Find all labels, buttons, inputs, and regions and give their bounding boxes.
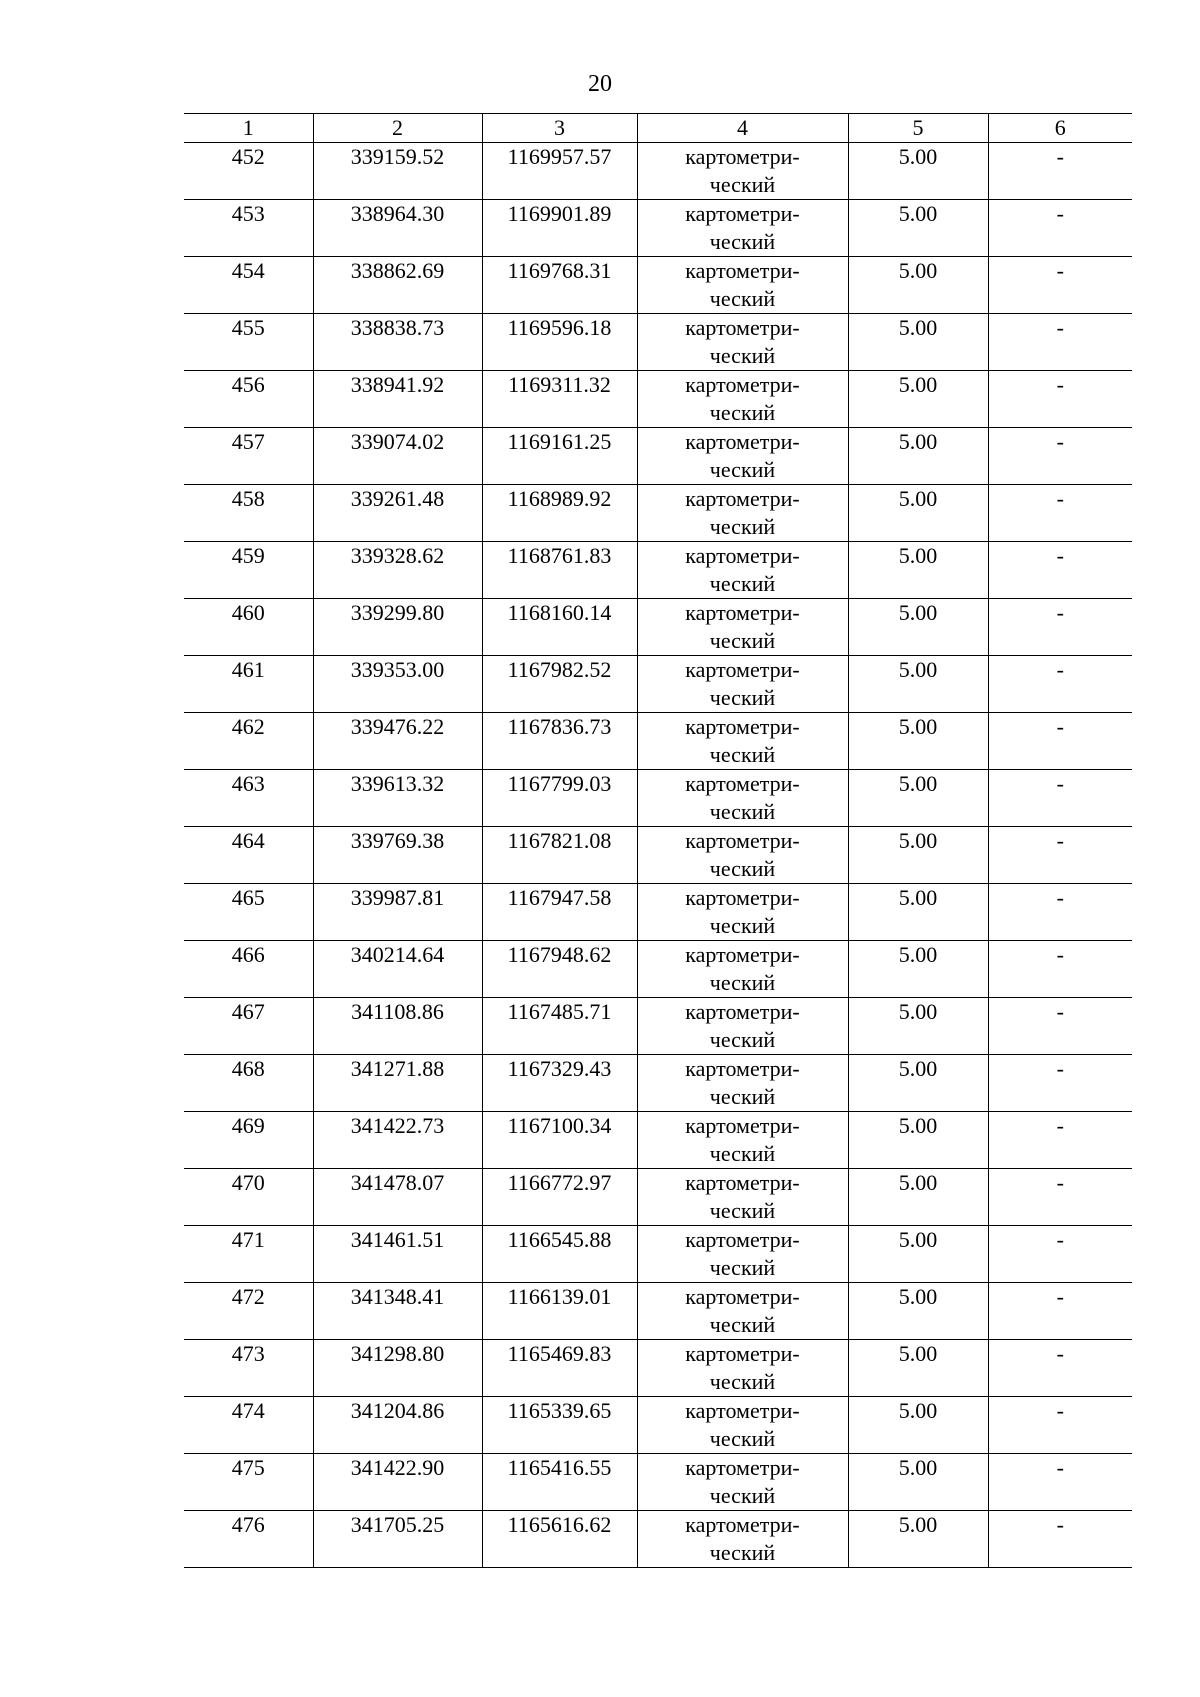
table-row	[184, 1511, 1132, 1568]
method-cell	[637, 485, 848, 542]
method-cell	[637, 1397, 848, 1454]
point-number-cell: 464	[184, 827, 313, 884]
method-text-line: ческий	[709, 1369, 776, 1394]
accuracy-cell: 5.00	[848, 1397, 988, 1454]
method-text-line: ческий	[709, 1027, 776, 1052]
note-cell: -	[988, 1169, 1132, 1226]
method-cell	[637, 257, 848, 314]
method-text-line: картометри-	[685, 1170, 800, 1195]
table-row	[184, 770, 1132, 827]
point-number-cell: 463	[184, 770, 313, 827]
point-number-cell: 455	[184, 314, 313, 371]
y-coordinate-cell: 1167821.08	[482, 827, 637, 884]
point-number-cell: 469	[184, 1112, 313, 1169]
method-text-line: ческий	[709, 1141, 776, 1166]
accuracy-cell: 5.00	[848, 1340, 988, 1397]
method-text-line: ческий	[709, 343, 776, 368]
method-text-line: картометри-	[685, 1512, 800, 1537]
x-coordinate-cell: 339074.02	[313, 428, 482, 485]
note-cell: -	[988, 542, 1132, 599]
x-coordinate-cell: 339476.22	[313, 713, 482, 770]
method-cell	[637, 1511, 848, 1568]
method-text-line: картометри-	[685, 600, 800, 625]
x-coordinate-cell: 339328.62	[313, 542, 482, 599]
method-text-line: ческий	[709, 1255, 776, 1280]
column-header-1: 1	[184, 114, 313, 143]
accuracy-cell: 5.00	[848, 1283, 988, 1340]
x-coordinate-cell: 340214.64	[313, 941, 482, 998]
accuracy-cell: 5.00	[848, 770, 988, 827]
y-coordinate-cell: 1169768.31	[482, 257, 637, 314]
method-text-line: ческий	[709, 514, 776, 539]
method-text-line: ческий	[709, 913, 776, 938]
y-coordinate-cell: 1167947.58	[482, 884, 637, 941]
note-cell: -	[988, 998, 1132, 1055]
accuracy-cell: 5.00	[848, 485, 988, 542]
method-cell	[637, 143, 848, 200]
method-text-line: ческий	[709, 628, 776, 653]
note-cell: -	[988, 1112, 1132, 1169]
x-coordinate-cell: 341348.41	[313, 1283, 482, 1340]
method-cell	[637, 314, 848, 371]
method-text-line: картометри-	[685, 258, 800, 283]
table-row	[184, 941, 1132, 998]
method-text-line: картометри-	[685, 201, 800, 226]
note-cell: -	[988, 1397, 1132, 1454]
table-row	[184, 143, 1132, 200]
accuracy-cell: 5.00	[848, 941, 988, 998]
note-cell: -	[988, 713, 1132, 770]
y-coordinate-cell: 1166139.01	[482, 1283, 637, 1340]
method-text-line: ческий	[709, 457, 776, 482]
table-row	[184, 314, 1132, 371]
accuracy-cell: 5.00	[848, 1511, 988, 1568]
y-coordinate-cell: 1169596.18	[482, 314, 637, 371]
accuracy-cell: 5.00	[848, 200, 988, 257]
accuracy-cell: 5.00	[848, 371, 988, 428]
method-text-line: картометри-	[685, 828, 800, 853]
point-number-cell: 458	[184, 485, 313, 542]
table-row	[184, 1169, 1132, 1226]
table-header-row	[184, 114, 1132, 143]
note-cell: -	[988, 941, 1132, 998]
x-coordinate-cell: 341298.80	[313, 1340, 482, 1397]
point-number-cell: 454	[184, 257, 313, 314]
point-number-cell: 472	[184, 1283, 313, 1340]
method-text-line: картометри-	[685, 657, 800, 682]
note-cell: -	[988, 1226, 1132, 1283]
method-text-line: ческий	[709, 1312, 776, 1337]
method-cell	[637, 200, 848, 257]
x-coordinate-cell: 339769.38	[313, 827, 482, 884]
method-cell	[637, 941, 848, 998]
accuracy-cell: 5.00	[848, 1169, 988, 1226]
table-row	[184, 1226, 1132, 1283]
note-cell: -	[988, 599, 1132, 656]
table-row	[184, 656, 1132, 713]
x-coordinate-cell: 338964.30	[313, 200, 482, 257]
point-number-cell: 470	[184, 1169, 313, 1226]
method-text-line: картометри-	[685, 1341, 800, 1366]
y-coordinate-cell: 1169311.32	[482, 371, 637, 428]
note-cell: -	[988, 143, 1132, 200]
method-cell	[637, 371, 848, 428]
method-text-line: картометри-	[685, 543, 800, 568]
table-row	[184, 1340, 1132, 1397]
table-row	[184, 1055, 1132, 1112]
note-cell: -	[988, 1283, 1132, 1340]
method-text-line: картометри-	[685, 1227, 800, 1252]
table-row	[184, 542, 1132, 599]
y-coordinate-cell: 1167836.73	[482, 713, 637, 770]
accuracy-cell: 5.00	[848, 998, 988, 1055]
note-cell: -	[988, 1454, 1132, 1511]
point-number-cell: 457	[184, 428, 313, 485]
y-coordinate-cell: 1169161.25	[482, 428, 637, 485]
x-coordinate-cell: 341422.90	[313, 1454, 482, 1511]
y-coordinate-cell: 1169957.57	[482, 143, 637, 200]
method-text-line: картометри-	[685, 372, 800, 397]
method-text-line: ческий	[709, 1540, 776, 1565]
x-coordinate-cell: 339613.32	[313, 770, 482, 827]
y-coordinate-cell: 1167799.03	[482, 770, 637, 827]
method-text-line: картометри-	[685, 771, 800, 796]
accuracy-cell: 5.00	[848, 1226, 988, 1283]
accuracy-cell: 5.00	[848, 713, 988, 770]
method-text-line: картометри-	[685, 885, 800, 910]
table-row	[184, 884, 1132, 941]
accuracy-cell: 5.00	[848, 428, 988, 485]
column-header-2: 2	[313, 114, 482, 143]
y-coordinate-cell: 1168989.92	[482, 485, 637, 542]
method-text-line: картометри-	[685, 942, 800, 967]
x-coordinate-cell: 341461.51	[313, 1226, 482, 1283]
y-coordinate-cell: 1168761.83	[482, 542, 637, 599]
column-header-5: 5	[848, 114, 988, 143]
x-coordinate-cell: 339159.52	[313, 143, 482, 200]
table-row	[184, 713, 1132, 770]
method-text-line: картометри-	[685, 999, 800, 1024]
method-cell	[637, 770, 848, 827]
y-coordinate-cell: 1165416.55	[482, 1454, 637, 1511]
x-coordinate-cell: 341108.86	[313, 998, 482, 1055]
table-row	[184, 371, 1132, 428]
table-body	[184, 143, 1132, 1568]
accuracy-cell: 5.00	[848, 1112, 988, 1169]
x-coordinate-cell: 341204.86	[313, 1397, 482, 1454]
method-text-line: ческий	[709, 1426, 776, 1451]
method-cell	[637, 1112, 848, 1169]
table-row	[184, 998, 1132, 1055]
method-cell	[637, 656, 848, 713]
column-header-4: 4	[637, 114, 848, 143]
point-number-cell: 468	[184, 1055, 313, 1112]
accuracy-cell: 5.00	[848, 1454, 988, 1511]
x-coordinate-cell: 341478.07	[313, 1169, 482, 1226]
method-text-line: картометри-	[685, 1113, 800, 1138]
method-text-line: ческий	[709, 742, 776, 767]
point-number-cell: 459	[184, 542, 313, 599]
y-coordinate-cell: 1167485.71	[482, 998, 637, 1055]
note-cell: -	[988, 314, 1132, 371]
point-number-cell: 476	[184, 1511, 313, 1568]
table-row	[184, 1283, 1132, 1340]
coordinates-table	[184, 113, 1132, 1568]
method-cell	[637, 713, 848, 770]
method-cell	[637, 1169, 848, 1226]
method-text-line: ческий	[709, 1198, 776, 1223]
table-row	[184, 257, 1132, 314]
table-row	[184, 1454, 1132, 1511]
note-cell: -	[988, 770, 1132, 827]
method-cell	[637, 1055, 848, 1112]
note-cell: -	[988, 428, 1132, 485]
note-cell: -	[988, 371, 1132, 428]
note-cell: -	[988, 884, 1132, 941]
method-cell	[637, 827, 848, 884]
point-number-cell: 467	[184, 998, 313, 1055]
method-cell	[637, 884, 848, 941]
y-coordinate-cell: 1168160.14	[482, 599, 637, 656]
method-cell	[637, 599, 848, 656]
point-number-cell: 475	[184, 1454, 313, 1511]
method-text-line: ческий	[709, 685, 776, 710]
method-cell	[637, 1283, 848, 1340]
accuracy-cell: 5.00	[848, 314, 988, 371]
method-text-line: картометри-	[685, 1284, 800, 1309]
method-text-line: картометри-	[685, 144, 800, 169]
table-row	[184, 599, 1132, 656]
accuracy-cell: 5.00	[848, 656, 988, 713]
method-text-line: ческий	[709, 1483, 776, 1508]
x-coordinate-cell: 341271.88	[313, 1055, 482, 1112]
point-number-cell: 473	[184, 1340, 313, 1397]
y-coordinate-cell: 1165616.62	[482, 1511, 637, 1568]
table-row	[184, 485, 1132, 542]
x-coordinate-cell: 341422.73	[313, 1112, 482, 1169]
method-text-line: ческий	[709, 172, 776, 197]
method-cell	[637, 998, 848, 1055]
method-cell	[637, 1340, 848, 1397]
method-text-line: картометри-	[685, 1056, 800, 1081]
method-cell	[637, 428, 848, 485]
method-cell	[637, 1226, 848, 1283]
point-number-cell: 466	[184, 941, 313, 998]
accuracy-cell: 5.00	[848, 257, 988, 314]
table-row	[184, 827, 1132, 884]
method-text-line: картометри-	[685, 1455, 800, 1480]
method-text-line: картометри-	[685, 315, 800, 340]
accuracy-cell: 5.00	[848, 884, 988, 941]
column-header-6: 6	[988, 114, 1132, 143]
point-number-cell: 456	[184, 371, 313, 428]
point-number-cell: 471	[184, 1226, 313, 1283]
method-text-line: картометри-	[685, 714, 800, 739]
point-number-cell: 462	[184, 713, 313, 770]
x-coordinate-cell: 338838.73	[313, 314, 482, 371]
method-cell	[637, 1454, 848, 1511]
page-number: 20	[588, 71, 612, 97]
note-cell: -	[988, 656, 1132, 713]
method-text-line: картометри-	[685, 429, 800, 454]
accuracy-cell: 5.00	[848, 599, 988, 656]
note-cell: -	[988, 200, 1132, 257]
point-number-cell: 460	[184, 599, 313, 656]
x-coordinate-cell: 338862.69	[313, 257, 482, 314]
point-number-cell: 453	[184, 200, 313, 257]
method-text-line: ческий	[709, 856, 776, 881]
table-row	[184, 1112, 1132, 1169]
y-coordinate-cell: 1165339.65	[482, 1397, 637, 1454]
accuracy-cell: 5.00	[848, 542, 988, 599]
method-text-line: ческий	[709, 286, 776, 311]
table-row	[184, 1397, 1132, 1454]
method-cell	[637, 542, 848, 599]
column-header-3: 3	[482, 114, 637, 143]
x-coordinate-cell: 339987.81	[313, 884, 482, 941]
accuracy-cell: 5.00	[848, 1055, 988, 1112]
note-cell: -	[988, 257, 1132, 314]
method-text-line: ческий	[709, 229, 776, 254]
point-number-cell: 461	[184, 656, 313, 713]
point-number-cell: 452	[184, 143, 313, 200]
y-coordinate-cell: 1169901.89	[482, 200, 637, 257]
point-number-cell: 474	[184, 1397, 313, 1454]
y-coordinate-cell: 1167982.52	[482, 656, 637, 713]
x-coordinate-cell: 338941.92	[313, 371, 482, 428]
note-cell: -	[988, 1511, 1132, 1568]
method-text-line: картометри-	[685, 1398, 800, 1423]
method-text-line: ческий	[709, 571, 776, 596]
note-cell: -	[988, 827, 1132, 884]
y-coordinate-cell: 1167948.62	[482, 941, 637, 998]
x-coordinate-cell: 341705.25	[313, 1511, 482, 1568]
point-number-cell: 465	[184, 884, 313, 941]
x-coordinate-cell: 339261.48	[313, 485, 482, 542]
method-text-line: ческий	[709, 970, 776, 995]
y-coordinate-cell: 1167100.34	[482, 1112, 637, 1169]
table-row	[184, 428, 1132, 485]
note-cell: -	[988, 485, 1132, 542]
x-coordinate-cell: 339353.00	[313, 656, 482, 713]
y-coordinate-cell: 1166772.97	[482, 1169, 637, 1226]
method-text-line: ческий	[709, 799, 776, 824]
accuracy-cell: 5.00	[848, 143, 988, 200]
y-coordinate-cell: 1165469.83	[482, 1340, 637, 1397]
y-coordinate-cell: 1166545.88	[482, 1226, 637, 1283]
accuracy-cell: 5.00	[848, 827, 988, 884]
y-coordinate-cell: 1167329.43	[482, 1055, 637, 1112]
x-coordinate-cell: 339299.80	[313, 599, 482, 656]
method-text-line: ческий	[709, 1084, 776, 1109]
method-text-line: ческий	[709, 400, 776, 425]
method-text-line: картометри-	[685, 486, 800, 511]
note-cell: -	[988, 1340, 1132, 1397]
note-cell: -	[988, 1055, 1132, 1112]
table-row	[184, 200, 1132, 257]
